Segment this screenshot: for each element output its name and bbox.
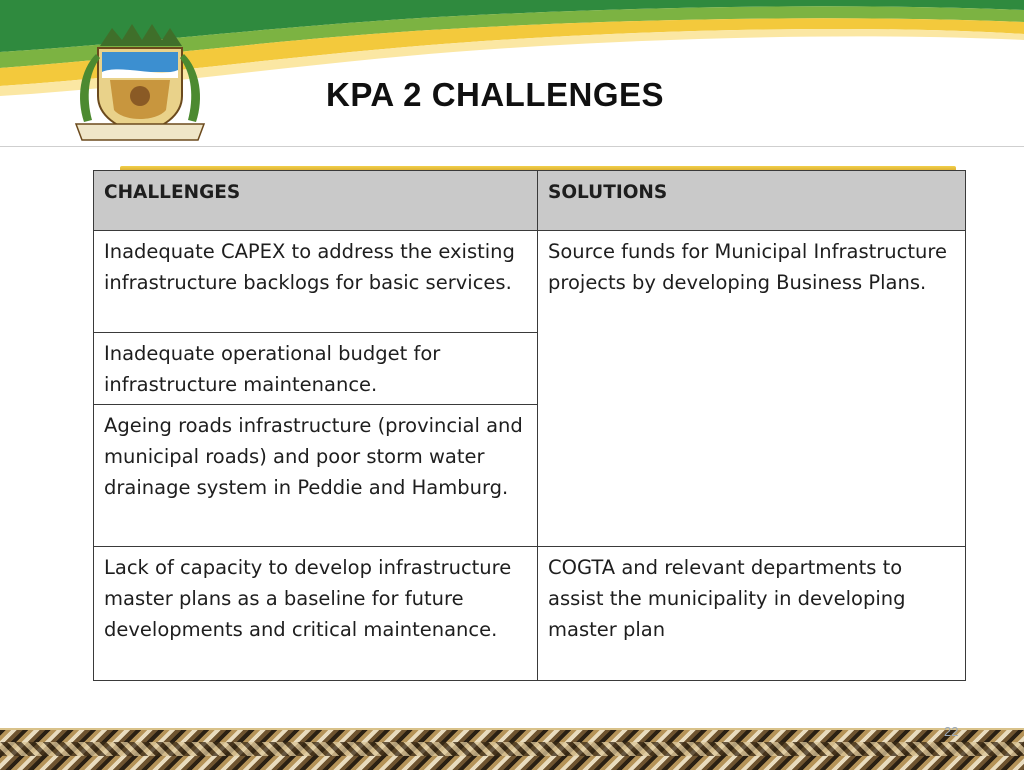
challenge-cell: Inadequate CAPEX to address the existing infrastructure backlogs for basic services. [94,231,538,333]
header-solutions: SOLUTIONS [538,171,966,231]
solution-cell: Source funds for Municipal Infrastructure projects by developing Business Plans. [538,231,966,547]
solution-cell: COGTA and relevant departments to assist the municipality in developing master plan [538,547,966,681]
challenge-cell: Inadequate operational budget for infrastructure maintenance. [94,333,538,405]
challenge-cell: Lack of capacity to develop infrastructure master plans as a baseline for future developments and critical maintenance. [94,547,538,681]
header-challenges: CHALLENGES [94,171,538,231]
table-row [94,231,966,333]
page-number: 22 [944,724,959,739]
footer-pattern-band [0,728,1024,770]
slide-title: KPA 2 CHALLENGES [326,76,665,113]
challenge-cell: Ageing roads infrastructure (provincial and municipal roads) and poor storm water drainage system in Peddie and Hamburg. [94,405,538,547]
municipality-logo [70,18,210,146]
table-header-row [94,171,966,231]
table-row [94,547,966,681]
slide-header [0,0,1024,147]
challenges-table [93,170,966,681]
